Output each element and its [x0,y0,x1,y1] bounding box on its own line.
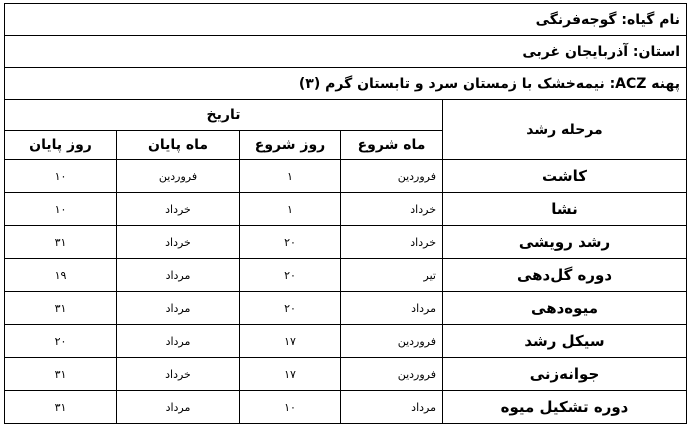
start-day-header: روز شروع [240,131,341,160]
start-month-cell: مرداد [341,292,443,325]
stage-cell: رشد رویشی [443,226,687,259]
table-row [5,391,687,424]
start-day-cell: ۱۷ [240,325,341,358]
end-day-cell: ۳۱ [5,391,117,424]
start-month-cell: فروردین [341,325,443,358]
stage-cell: سیکل رشد [443,325,687,358]
start-month-header: ماه شروع [341,131,443,160]
stage-cell: کاشت [443,160,687,193]
start-day-cell: ۲۰ [240,226,341,259]
end-day-header: روز پایان [5,131,117,160]
end-day-cell: ۱۰ [5,193,117,226]
end-month-cell: مرداد [117,325,240,358]
table-row [5,292,687,325]
table-row [5,226,687,259]
date-group-header: تاریخ [5,100,443,131]
start-day-cell: ۲۰ [240,292,341,325]
table-row [5,325,687,358]
plant-name-line: نام گیاه: گوجه‌فرنگی [5,4,687,36]
document-page [4,3,686,431]
province-line: استان: آذربایجان غربی [5,36,687,68]
stage-cell: دوره تشکیل میوه [443,391,687,424]
start-month-cell: خرداد [341,193,443,226]
start-day-cell: ۱ [240,160,341,193]
start-month-cell: مرداد [341,391,443,424]
end-month-cell: فروردین [117,160,240,193]
stage-cell: دوره گل‌دهی [443,259,687,292]
start-month-cell: تیر [341,259,443,292]
start-month-cell: فروردین [341,358,443,391]
stage-cell: میوه‌دهی [443,292,687,325]
end-month-cell: مرداد [117,391,240,424]
end-day-cell: ۲۰ [5,325,117,358]
stage-cell: جوانه‌زنی [443,358,687,391]
start-day-cell: ۱۷ [240,358,341,391]
end-month-cell: خرداد [117,226,240,259]
end-day-cell: ۳۱ [5,358,117,391]
end-day-cell: ۱۰ [5,160,117,193]
table-row [5,193,687,226]
stage-cell: نشا [443,193,687,226]
table-row [5,358,687,391]
end-month-cell: خرداد [117,193,240,226]
end-day-cell: ۳۱ [5,226,117,259]
start-day-cell: ۲۰ [240,259,341,292]
growth-stage-table [4,3,687,424]
end-day-cell: ۱۹ [5,259,117,292]
start-day-cell: ۱ [240,193,341,226]
growth-stage-header: مرحله رشد [443,100,687,160]
start-month-cell: خرداد [341,226,443,259]
end-day-cell: ۳۱ [5,292,117,325]
end-month-header: ماه پایان [117,131,240,160]
zone-line: پهنه ACZ: نیمه‌خشک با زمستان سرد و تابستان گرم (۳) [5,68,687,100]
end-month-cell: خرداد [117,358,240,391]
start-day-cell: ۱۰ [240,391,341,424]
table-row [5,259,687,292]
table-row [5,160,687,193]
end-month-cell: مرداد [117,259,240,292]
start-month-cell: فروردین [341,160,443,193]
end-month-cell: مرداد [117,292,240,325]
